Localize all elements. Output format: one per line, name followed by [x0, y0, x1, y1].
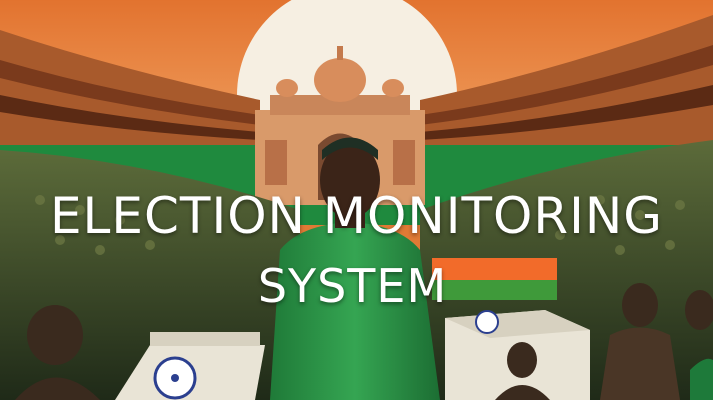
poster-title-line2: SYSTEM [257, 259, 448, 313]
poster-title-line1: ELECTION MONITORING [49, 187, 664, 245]
